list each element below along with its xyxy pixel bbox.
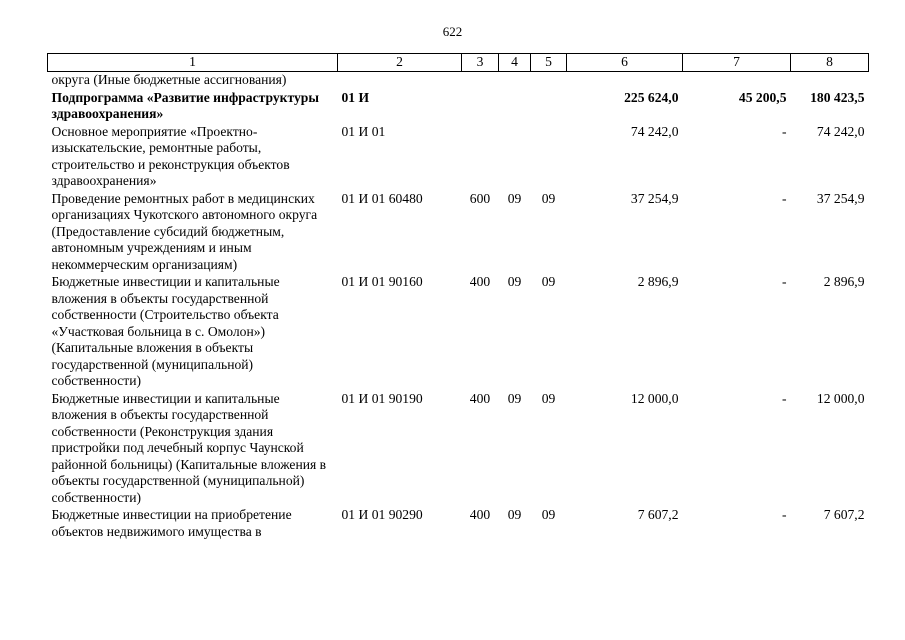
row-col8: 180 423,5 [810,89,865,105]
row-col4: 09 [507,274,522,289]
row-col6: 37 254,9 [630,190,679,206]
row-col8: 37 254,9 [816,190,865,206]
row-col3: 600 [469,190,491,206]
row-col8: 74 242,0 [816,123,865,139]
row-col7: - [781,190,787,206]
row-col6: 225 624,0 [624,89,679,105]
row-col3: 400 [469,507,491,522]
column-header-2: 2 [338,54,462,72]
row-name: Основное мероприятие «Проектно-изыскательские, ремонтные работы, строительство и реконструкция объектов здравоохранения» [51,123,290,188]
row-col7: - [781,274,787,289]
row-col6 [567,72,683,90]
row-col8: 2 896,9 [823,274,865,289]
row-col5: 09 [541,390,556,406]
table-row [48,274,869,391]
row-col5 [531,90,567,124]
row-col4: 09 [507,190,522,206]
row-col6: 2 896,9 [637,274,679,289]
row-code: 01 И 01 60480 [341,190,423,206]
row-code: 01 И 01 90290 [341,507,423,522]
row-code: 01 И 01 90160 [341,274,423,289]
row-col6: 74 242,0 [630,123,679,139]
table-row [48,507,869,541]
row-col5: 09 [541,274,556,289]
row-col6: 7 607,2 [637,507,679,522]
column-header-4: 4 [499,54,531,72]
row-col7: - [781,507,787,522]
row-name: Бюджетные инвестиции на приобретение объектов недвижимого имущества в [51,507,292,539]
row-col7 [683,72,791,90]
row-col4 [499,124,531,191]
row-col3: 400 [469,274,491,289]
column-header-6: 6 [567,54,683,72]
table-row [48,90,869,124]
row-code: 01 И [341,89,370,105]
row-col8: 7 607,2 [823,507,865,522]
row-code [338,72,462,90]
row-col6: 12 000,0 [630,390,679,406]
row-name: Проведение ремонтных работ в медицинских организациях Чукотского автономного округа (Предоставление субсидий бюджетным, автономным учреждениям и иным некоммерческим организациям) [51,190,318,272]
column-header-5: 5 [531,54,567,72]
row-col5: 09 [541,190,556,206]
table-row [48,72,869,90]
row-col4 [499,72,531,90]
row-col4: 09 [507,390,522,406]
column-header-8: 8 [791,54,869,72]
row-col8: 12 000,0 [816,390,865,406]
row-col3 [462,124,499,191]
row-name: Подпрограмма «Развитие инфраструктуры здравоохранения» [51,89,319,121]
row-name: Бюджетные инвестиции и капитальные вложения в объекты государственной собственности (Строительство объекта «Участковая больница в с. Омолон») (Капитальные вложения в объекты государственной (муниципальной) собственности) [51,274,280,388]
row-code: 01 И 01 90190 [341,390,423,406]
table-row [48,191,869,275]
row-col8 [791,72,869,90]
row-name: Бюджетные инвестиции и капитальные вложения в объекты государственной собственности (Реконструкция здания пристройки под лечебный корпус Чаунской районной больницы) (Капитальные вложения в объекты государственной (муниципальной) собственности) [51,390,327,505]
column-header-3: 3 [462,54,499,72]
column-header-7: 7 [683,54,791,72]
row-name: округа (Иные бюджетные ассигнования) [51,72,287,87]
row-col3 [462,72,499,90]
row-col4: 09 [507,507,522,522]
row-col4 [499,90,531,124]
row-col3: 400 [469,390,491,406]
row-col7: - [781,123,787,139]
column-header-1: 1 [48,54,338,72]
table-header-row [48,54,869,72]
row-col5: 09 [541,507,556,522]
row-col3 [462,90,499,124]
row-col7: 45 200,5 [738,89,787,105]
page-number: 622 [442,24,463,39]
row-col5 [531,72,567,90]
row-col7: - [781,390,787,406]
table-row [48,391,869,508]
row-code: 01 И 01 [341,123,386,139]
table-row [48,124,869,191]
budget-table [47,53,869,541]
row-col5 [531,124,567,191]
